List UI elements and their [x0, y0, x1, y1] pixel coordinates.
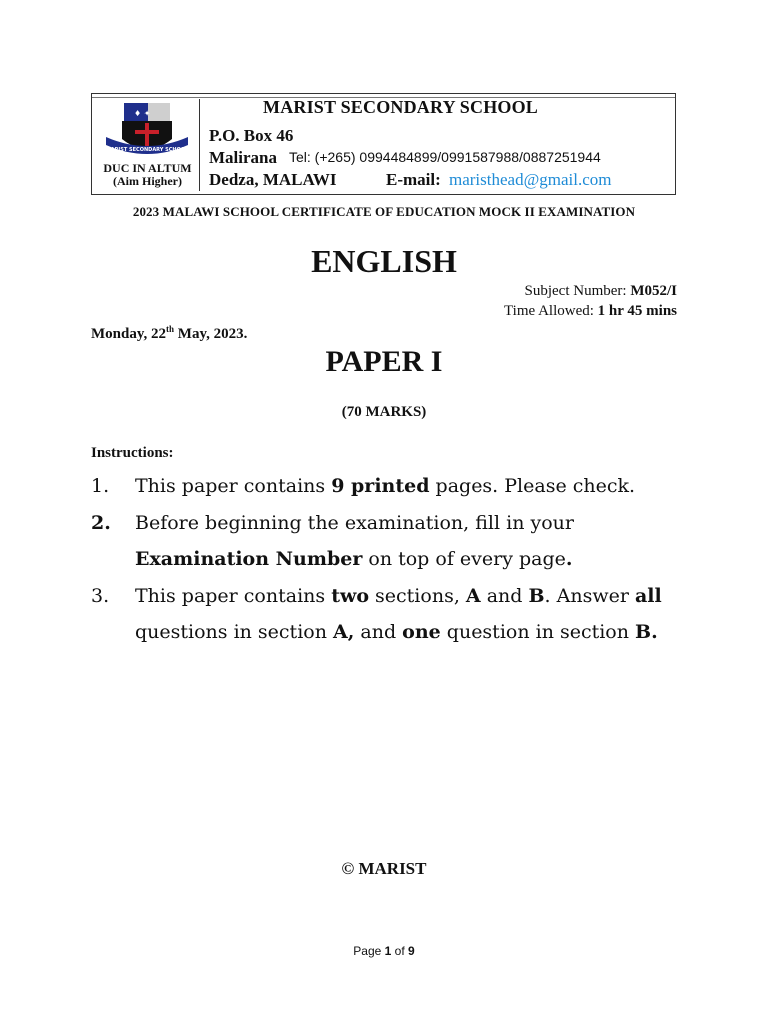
- town: Dedza, MALAWI: [209, 170, 337, 189]
- total-marks: (70 MARKS): [341, 404, 427, 420]
- subject-number: [525, 283, 678, 300]
- exam-date: Monday, 22th May, 2023.: [91, 324, 248, 342]
- subject-number-label: Subject Number:: [524, 283, 627, 299]
- time-allowed: [504, 303, 677, 320]
- instruction-number: 2.: [91, 512, 111, 534]
- po-box: P.O. Box 46: [209, 126, 294, 145]
- email-label: E-mail:: [386, 170, 441, 189]
- instructions-heading: Instructions:: [91, 445, 174, 461]
- time-allowed-value: 1 hr 45 mins: [597, 303, 677, 319]
- logo-motto: DUC IN ALTUM: [103, 161, 192, 175]
- copyright: © MARIST: [341, 859, 427, 878]
- subject-number-value: M052/I: [630, 283, 677, 299]
- logo-banner-text: MARIST SECONDARY SCHOOL: [105, 147, 189, 153]
- page-number: Page 1 of 9: [353, 944, 415, 958]
- school-crest-icon: [102, 99, 192, 161]
- instruction-number: 3.: [91, 585, 110, 607]
- school-name: MARIST SECONDARY SCHOOL: [263, 97, 539, 117]
- school-logo: [96, 99, 200, 191]
- time-allowed-label: Time Allowed:: [504, 303, 594, 319]
- logo-motto-translation: (Aim Higher): [113, 174, 182, 188]
- svg-text:♦ ✦: ♦ ✦: [134, 109, 151, 118]
- subject-title: ENGLISH: [311, 243, 457, 279]
- location: Malirana: [209, 148, 277, 167]
- paper-title: PAPER I: [325, 345, 443, 378]
- instruction-number: 1.: [91, 475, 110, 497]
- exam-title: 2023 MALAWI SCHOOL CERTIFICATE OF EDUCATION MOCK II EXAMINATION: [132, 204, 636, 219]
- email-link[interactable]: maristhead@gmail.com: [449, 170, 612, 189]
- telephone: Tel: (+265) 0994484899/0991587988/0887251944: [289, 149, 601, 165]
